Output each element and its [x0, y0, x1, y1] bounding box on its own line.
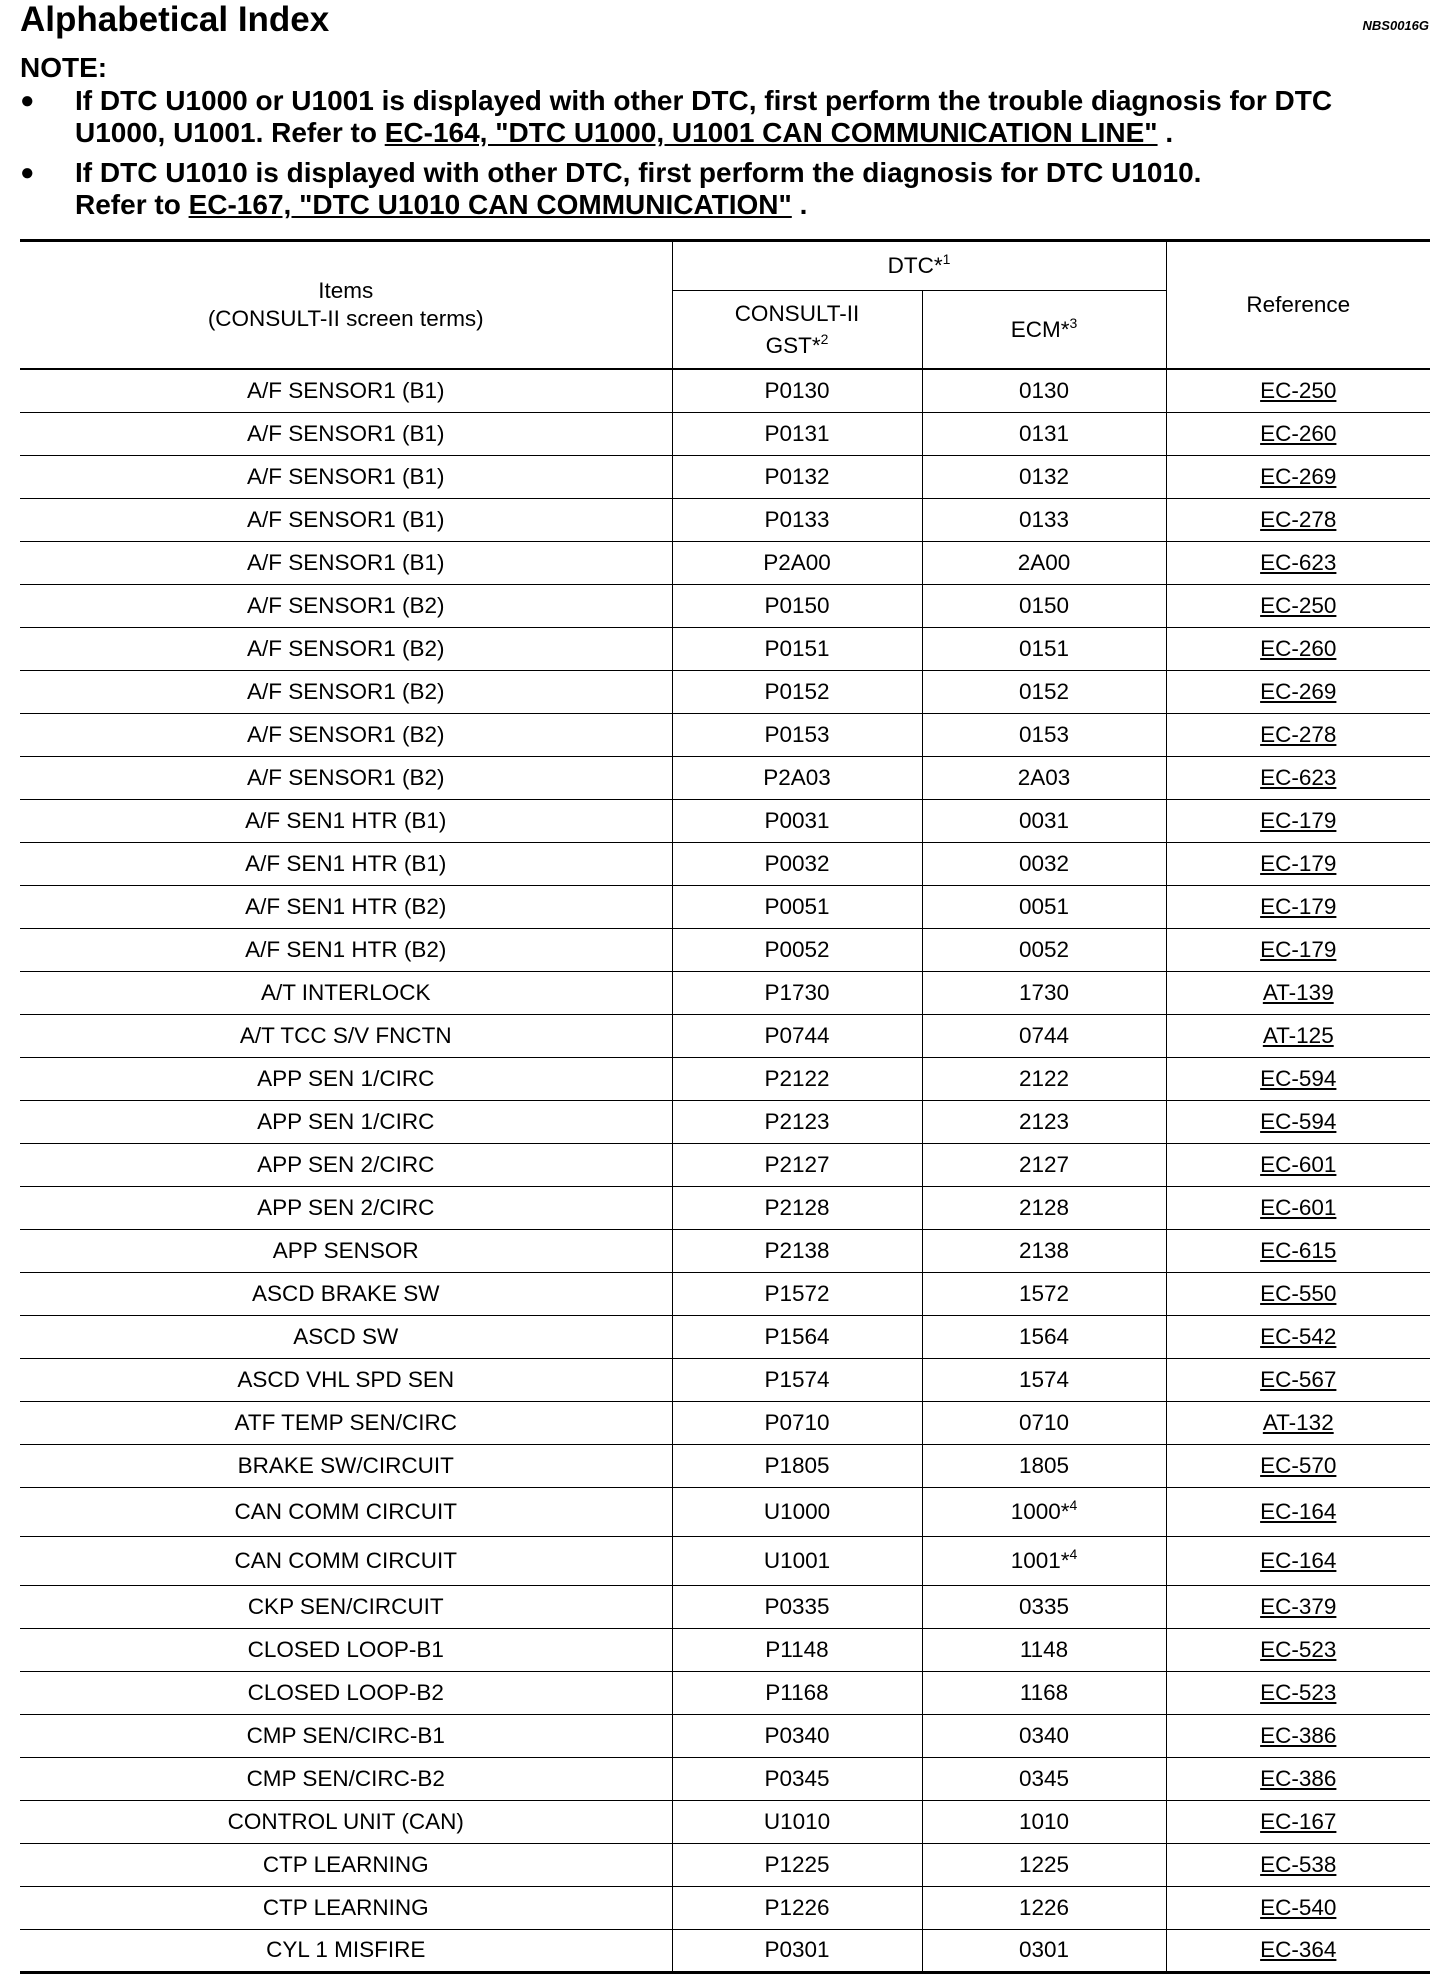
item-name: CKP SEN/CIRCUIT	[20, 1585, 672, 1628]
consult-code: P1226	[672, 1886, 922, 1929]
reference-link[interactable]: EC-523	[1260, 1679, 1337, 1705]
ecm-code-cell	[922, 1536, 1166, 1585]
reference-cell	[1166, 1143, 1430, 1186]
reference-cell	[1166, 670, 1430, 713]
item-name: CLOSED LOOP-B1	[20, 1628, 672, 1671]
ecm-code: 2123	[1018, 1108, 1070, 1134]
note-text: U1000, U1001. Refer to	[75, 117, 385, 148]
ecm-code: 2127	[1018, 1151, 1070, 1177]
reference-link[interactable]: EC-278	[1260, 506, 1337, 532]
ecm-code: 0051	[1018, 893, 1070, 919]
table-row	[20, 455, 1430, 498]
table-row	[20, 1014, 1430, 1057]
ecm-code-cell	[922, 1628, 1166, 1671]
reference-link[interactable]: AT-132	[1262, 1409, 1334, 1435]
footnote-mark: 4	[1069, 1496, 1078, 1513]
ecm-code: 0301	[1018, 1937, 1070, 1962]
reference-cell	[1166, 1358, 1430, 1401]
item-name: APP SEN 2/CIRC	[20, 1186, 672, 1229]
ecm-code-cell	[922, 928, 1166, 971]
ecm-code-cell	[922, 584, 1166, 627]
consult-code: P0153	[672, 713, 922, 756]
consult-code: P0031	[672, 799, 922, 842]
reference-cell	[1166, 369, 1430, 412]
reference-link[interactable]: EC-623	[1260, 549, 1337, 575]
document-code: NBS0016G	[1362, 18, 1429, 33]
note-text: Refer to	[75, 189, 189, 220]
table-row	[20, 1628, 1430, 1671]
ecm-code-cell	[922, 1057, 1166, 1100]
note-item	[20, 157, 1430, 221]
reference-link[interactable]: EC-164	[1260, 1498, 1337, 1524]
table-row	[20, 1671, 1430, 1714]
consult-code: P2A03	[672, 756, 922, 799]
reference-link[interactable]: EC-601	[1260, 1151, 1337, 1177]
ecm-code: 0130	[1018, 377, 1070, 403]
item-name: A/F SEN1 HTR (B1)	[20, 842, 672, 885]
ecm-code-cell	[922, 1757, 1166, 1800]
header-items-line1: Items	[318, 278, 374, 303]
header-items-line2: (CONSULT-II screen terms)	[207, 306, 484, 331]
ecm-code-cell	[922, 971, 1166, 1014]
item-name: A/F SENSOR1 (B1)	[20, 498, 672, 541]
ecm-code: 0152	[1018, 678, 1070, 704]
reference-link[interactable]: EC-179	[1260, 807, 1337, 833]
consult-code: P1225	[672, 1843, 922, 1886]
ecm-code-cell	[922, 1358, 1166, 1401]
table-row	[20, 1886, 1430, 1929]
ecm-code-cell	[922, 498, 1166, 541]
dtc-index-table	[20, 239, 1430, 1974]
reference-cell	[1166, 1014, 1430, 1057]
reference-link[interactable]: EC-167	[1260, 1808, 1337, 1834]
ecm-code-cell	[922, 1272, 1166, 1315]
reference-link[interactable]: AT-125	[1262, 1022, 1334, 1048]
reference-cell	[1166, 1487, 1430, 1536]
table-row	[20, 1800, 1430, 1843]
note-item	[20, 85, 1430, 149]
table-row	[20, 799, 1430, 842]
consult-code: U1010	[672, 1800, 922, 1843]
ecm-code-cell	[922, 1585, 1166, 1628]
bullet-icon: ●	[20, 87, 35, 114]
reference-cell	[1166, 1929, 1430, 1972]
table-row	[20, 1714, 1430, 1757]
ecm-code: 2138	[1018, 1237, 1070, 1263]
item-name: CAN COMM CIRCUIT	[20, 1536, 672, 1585]
reference-cell	[1166, 756, 1430, 799]
ecm-code-cell	[922, 1444, 1166, 1487]
reference-cell	[1166, 1186, 1430, 1229]
consult-code: P1730	[672, 971, 922, 1014]
item-name: A/F SENSOR1 (B2)	[20, 713, 672, 756]
ecm-code: 0153	[1018, 721, 1070, 747]
ecm-code-cell	[922, 1843, 1166, 1886]
consult-code: P0131	[672, 412, 922, 455]
item-name: A/T TCC S/V FNCTN	[20, 1014, 672, 1057]
item-name: ASCD VHL SPD SEN	[20, 1358, 672, 1401]
table-row	[20, 928, 1430, 971]
table-row	[20, 1229, 1430, 1272]
table-row	[20, 1757, 1430, 1800]
ecm-code-cell	[922, 1229, 1166, 1272]
bullet-icon: ●	[20, 159, 35, 186]
consult-code: P0052	[672, 928, 922, 971]
item-name: APP SENSOR	[20, 1229, 672, 1272]
table-row	[20, 971, 1430, 1014]
note-text: If DTC U1000 or U1001 is displayed with other DTC, first perform the trouble diagnosis for DTC	[75, 85, 1333, 116]
ecm-code-cell	[922, 1401, 1166, 1444]
ecm-code-cell	[922, 713, 1166, 756]
consult-code: U1001	[672, 1536, 922, 1585]
table-row	[20, 885, 1430, 928]
item-name: BRAKE SW/CIRCUIT	[20, 1444, 672, 1487]
reference-link[interactable]: EC-601	[1260, 1194, 1337, 1220]
reference-cell	[1166, 1671, 1430, 1714]
reference-link[interactable]: EC-386	[1260, 1722, 1337, 1748]
item-name: A/F SENSOR1 (B1)	[20, 369, 672, 412]
ecm-code-cell	[922, 1929, 1166, 1972]
item-name: CMP SEN/CIRC-B1	[20, 1714, 672, 1757]
ecm-code: 1805	[1018, 1452, 1070, 1478]
item-name: CMP SEN/CIRC-B2	[20, 1757, 672, 1800]
ecm-code-cell	[922, 670, 1166, 713]
consult-code: P0133	[672, 498, 922, 541]
reference-link[interactable]: EC-542	[1260, 1323, 1337, 1349]
ecm-code-cell	[922, 885, 1166, 928]
reference-cell	[1166, 1401, 1430, 1444]
footnote-mark: 4	[1069, 1545, 1078, 1562]
item-name: A/F SEN1 HTR (B1)	[20, 799, 672, 842]
consult-code: P1148	[672, 1628, 922, 1671]
header-ecm	[922, 291, 1166, 370]
item-name: CAN COMM CIRCUIT	[20, 1487, 672, 1536]
consult-code: P1572	[672, 1272, 922, 1315]
table-row	[20, 1843, 1430, 1886]
table-row	[20, 670, 1430, 713]
reference-link[interactable]: EC-538	[1260, 1851, 1337, 1877]
table-row	[20, 541, 1430, 584]
reference-link[interactable]: EC-179	[1260, 850, 1337, 876]
note-text: .	[791, 189, 808, 220]
table-row	[20, 498, 1430, 541]
reference-cell	[1166, 1714, 1430, 1757]
reference-cell	[1166, 1536, 1430, 1585]
reference-cell	[1166, 971, 1430, 1014]
ecm-code-cell	[922, 1143, 1166, 1186]
item-name: A/F SENSOR1 (B1)	[20, 541, 672, 584]
consult-code: P2128	[672, 1186, 922, 1229]
reference-link[interactable]: EC-179	[1260, 893, 1337, 919]
table-row	[20, 1358, 1430, 1401]
reference-cell	[1166, 799, 1430, 842]
reference-link[interactable]: EC-523	[1260, 1636, 1337, 1662]
footnote-mark: 1	[942, 251, 951, 267]
header-consult	[672, 291, 922, 370]
consult-code: P0150	[672, 584, 922, 627]
ecm-code: 0132	[1018, 463, 1070, 489]
ecm-code-cell	[922, 1800, 1166, 1843]
reference-cell	[1166, 455, 1430, 498]
reference-link[interactable]: EC-570	[1260, 1452, 1337, 1478]
reference-link[interactable]: EC-269	[1260, 463, 1337, 489]
reference-cell	[1166, 1057, 1430, 1100]
item-name: A/F SENSOR1 (B2)	[20, 670, 672, 713]
table-row	[20, 1057, 1430, 1100]
reference-cell	[1166, 498, 1430, 541]
ecm-code: 0032	[1018, 850, 1070, 876]
ecm-code: 1730	[1018, 979, 1070, 1005]
header-consult-line1: CONSULT-II	[734, 300, 860, 326]
header-reference: Reference	[1166, 241, 1430, 370]
table-row	[20, 1487, 1430, 1536]
item-name: ATF TEMP SEN/CIRC	[20, 1401, 672, 1444]
reference-link[interactable]: EC-379	[1260, 1593, 1337, 1619]
consult-code: P0051	[672, 885, 922, 928]
consult-code: P2127	[672, 1143, 922, 1186]
ecm-code: 0710	[1018, 1409, 1070, 1435]
reference-link[interactable]: EC-260	[1260, 635, 1337, 661]
consult-code: P2122	[672, 1057, 922, 1100]
reference-link[interactable]: EC-250	[1260, 377, 1337, 403]
header-ecm-label: ECM*	[1010, 316, 1070, 342]
item-name: CLOSED LOOP-B2	[20, 1671, 672, 1714]
table-row	[20, 1444, 1430, 1487]
consult-code: P0335	[672, 1585, 922, 1628]
reference-cell	[1166, 1886, 1430, 1929]
table-row	[20, 1315, 1430, 1358]
ecm-code: 2128	[1018, 1194, 1070, 1220]
table-row	[20, 1929, 1430, 1972]
reference-cell	[1166, 713, 1430, 756]
reference-link[interactable]: EC-278	[1260, 721, 1337, 747]
reference-cell	[1166, 1272, 1430, 1315]
item-name: A/T INTERLOCK	[20, 971, 672, 1014]
ecm-code-cell	[922, 756, 1166, 799]
footnote-mark: 3	[1069, 314, 1078, 331]
ecm-code-cell	[922, 799, 1166, 842]
consult-code: P2138	[672, 1229, 922, 1272]
reference-link[interactable]: EC-164	[1260, 1547, 1337, 1573]
reference-link[interactable]: EC-260	[1260, 420, 1337, 446]
consult-code: P0132	[672, 455, 922, 498]
consult-code: P2A00	[672, 541, 922, 584]
item-name: APP SEN 2/CIRC	[20, 1143, 672, 1186]
item-name: APP SEN 1/CIRC	[20, 1100, 672, 1143]
ecm-code: 1225	[1018, 1851, 1070, 1877]
item-name: CTP LEARNING	[20, 1843, 672, 1886]
table-row	[20, 1186, 1430, 1229]
consult-code: P1574	[672, 1358, 922, 1401]
note-text: If DTC U1010 is displayed with other DTC, first perform the diagnosis for DTC U1010.	[75, 157, 1202, 188]
reference-link[interactable]: EC-540	[1260, 1894, 1337, 1920]
header-dtc	[672, 241, 1166, 291]
item-name: A/F SEN1 HTR (B2)	[20, 885, 672, 928]
ecm-code-cell	[922, 1487, 1166, 1536]
ecm-code-cell	[922, 842, 1166, 885]
reference-cell	[1166, 1585, 1430, 1628]
table-row	[20, 1401, 1430, 1444]
consult-code: P0744	[672, 1014, 922, 1057]
reference-cell	[1166, 928, 1430, 971]
item-name: A/F SENSOR1 (B1)	[20, 412, 672, 455]
reference-cell	[1166, 1800, 1430, 1843]
reference-cell	[1166, 1843, 1430, 1886]
page-title: Alphabetical Index	[20, 0, 330, 39]
ecm-code: 0151	[1018, 635, 1070, 661]
ecm-code-cell	[922, 455, 1166, 498]
ecm-code-cell	[922, 541, 1166, 584]
reference-cell	[1166, 627, 1430, 670]
reference-link[interactable]: EC-364	[1260, 1937, 1337, 1962]
ecm-code: 1168	[1019, 1679, 1069, 1705]
table-row	[20, 1536, 1430, 1585]
table-row	[20, 369, 1430, 412]
reference-link[interactable]: EC-615	[1260, 1237, 1337, 1263]
consult-code: P0345	[672, 1757, 922, 1800]
ecm-code: 1148	[1019, 1636, 1069, 1662]
ecm-code: 1010	[1018, 1808, 1070, 1834]
ecm-code-cell	[922, 627, 1166, 670]
item-name: CTP LEARNING	[20, 1886, 672, 1929]
reference-cell	[1166, 584, 1430, 627]
ecm-code: 0031	[1018, 807, 1070, 833]
table-row	[20, 756, 1430, 799]
ecm-code-cell	[922, 1886, 1166, 1929]
item-name: CYL 1 MISFIRE	[20, 1929, 672, 1972]
reference-cell	[1166, 1100, 1430, 1143]
header-consult-line2: GST*	[765, 332, 821, 358]
ecm-code: 1000*	[1010, 1498, 1070, 1524]
consult-code: P1564	[672, 1315, 922, 1358]
reference-cell	[1166, 1315, 1430, 1358]
header-items	[20, 241, 672, 370]
ecm-code: 0133	[1018, 506, 1070, 532]
note-label: NOTE:	[20, 52, 108, 83]
consult-code: P0151	[672, 627, 922, 670]
reference-link[interactable]: EC-594	[1260, 1065, 1337, 1091]
ecm-code-cell	[922, 369, 1166, 412]
ecm-code: 0150	[1018, 592, 1070, 618]
note-reference-link[interactable]: EC-167, "DTC U1010 CAN COMMUNICATION"	[188, 189, 792, 220]
item-name: ASCD SW	[20, 1315, 672, 1358]
consult-code: U1000	[672, 1487, 922, 1536]
reference-link[interactable]: EC-250	[1260, 592, 1337, 618]
ecm-code: 2A03	[1017, 764, 1071, 790]
table-row	[20, 713, 1430, 756]
ecm-code: 2122	[1018, 1065, 1070, 1091]
consult-code: P1805	[672, 1444, 922, 1487]
consult-code: P0032	[672, 842, 922, 885]
consult-code: P0340	[672, 1714, 922, 1757]
ecm-code: 0340	[1018, 1722, 1070, 1748]
reference-cell	[1166, 1444, 1430, 1487]
reference-link[interactable]: EC-179	[1260, 936, 1337, 962]
item-name: A/F SENSOR1 (B2)	[20, 627, 672, 670]
ecm-code: 1226	[1018, 1894, 1070, 1920]
ecm-code: 1572	[1018, 1280, 1070, 1306]
ecm-code: 0052	[1018, 936, 1070, 962]
ecm-code-cell	[922, 1671, 1166, 1714]
table-row	[20, 842, 1430, 885]
reference-cell	[1166, 1229, 1430, 1272]
ecm-code: 0131	[1018, 420, 1070, 446]
ecm-code-cell	[922, 1186, 1166, 1229]
ecm-code-cell	[922, 1100, 1166, 1143]
item-name: APP SEN 1/CIRC	[20, 1057, 672, 1100]
ecm-code-cell	[922, 1315, 1166, 1358]
table-row	[20, 1272, 1430, 1315]
ecm-code: 1564	[1018, 1323, 1070, 1349]
ecm-code: 0335	[1018, 1593, 1070, 1619]
table-row	[20, 584, 1430, 627]
header-dtc-label: DTC*	[887, 253, 943, 278]
item-name: CONTROL UNIT (CAN)	[20, 1800, 672, 1843]
consult-code: P0130	[672, 369, 922, 412]
item-name: ASCD BRAKE SW	[20, 1272, 672, 1315]
item-name: A/F SENSOR1 (B2)	[20, 756, 672, 799]
consult-code: P1168	[672, 1671, 922, 1714]
reference-link[interactable]: EC-269	[1260, 678, 1337, 704]
note-reference-link[interactable]: EC-164, "DTC U1000, U1001 CAN COMMUNICATION LINE"	[384, 117, 1158, 148]
ecm-code-cell	[922, 1714, 1166, 1757]
consult-code: P0152	[672, 670, 922, 713]
consult-code: P2123	[672, 1100, 922, 1143]
footnote-mark: 2	[820, 330, 829, 347]
table-row	[20, 1585, 1430, 1628]
consult-code: P0301	[672, 1929, 922, 1972]
reference-link[interactable]: AT-139	[1262, 979, 1334, 1005]
reference-link[interactable]: EC-550	[1260, 1280, 1337, 1306]
table-row	[20, 1100, 1430, 1143]
ecm-code: 1001*	[1010, 1547, 1070, 1573]
reference-cell	[1166, 412, 1430, 455]
item-name: A/F SENSOR1 (B2)	[20, 584, 672, 627]
ecm-code: 2A00	[1017, 549, 1071, 575]
ecm-code: 0345	[1018, 1765, 1070, 1791]
note-text: .	[1157, 117, 1174, 148]
consult-code: P0710	[672, 1401, 922, 1444]
item-name: A/F SENSOR1 (B1)	[20, 455, 672, 498]
reference-link[interactable]: EC-386	[1260, 1765, 1337, 1791]
item-name: A/F SEN1 HTR (B2)	[20, 928, 672, 971]
reference-link[interactable]: EC-567	[1260, 1366, 1337, 1392]
reference-cell	[1166, 885, 1430, 928]
reference-cell	[1166, 541, 1430, 584]
table-row	[20, 627, 1430, 670]
reference-link[interactable]: EC-623	[1260, 764, 1337, 790]
ecm-code-cell	[922, 1014, 1166, 1057]
ecm-code: 0744	[1018, 1022, 1070, 1048]
ecm-code-cell	[922, 412, 1166, 455]
table-row	[20, 1143, 1430, 1186]
reference-link[interactable]: EC-594	[1260, 1108, 1337, 1134]
reference-cell	[1166, 1757, 1430, 1800]
reference-cell	[1166, 1628, 1430, 1671]
ecm-code: 1574	[1018, 1366, 1070, 1392]
reference-cell	[1166, 842, 1430, 885]
table-row	[20, 412, 1430, 455]
